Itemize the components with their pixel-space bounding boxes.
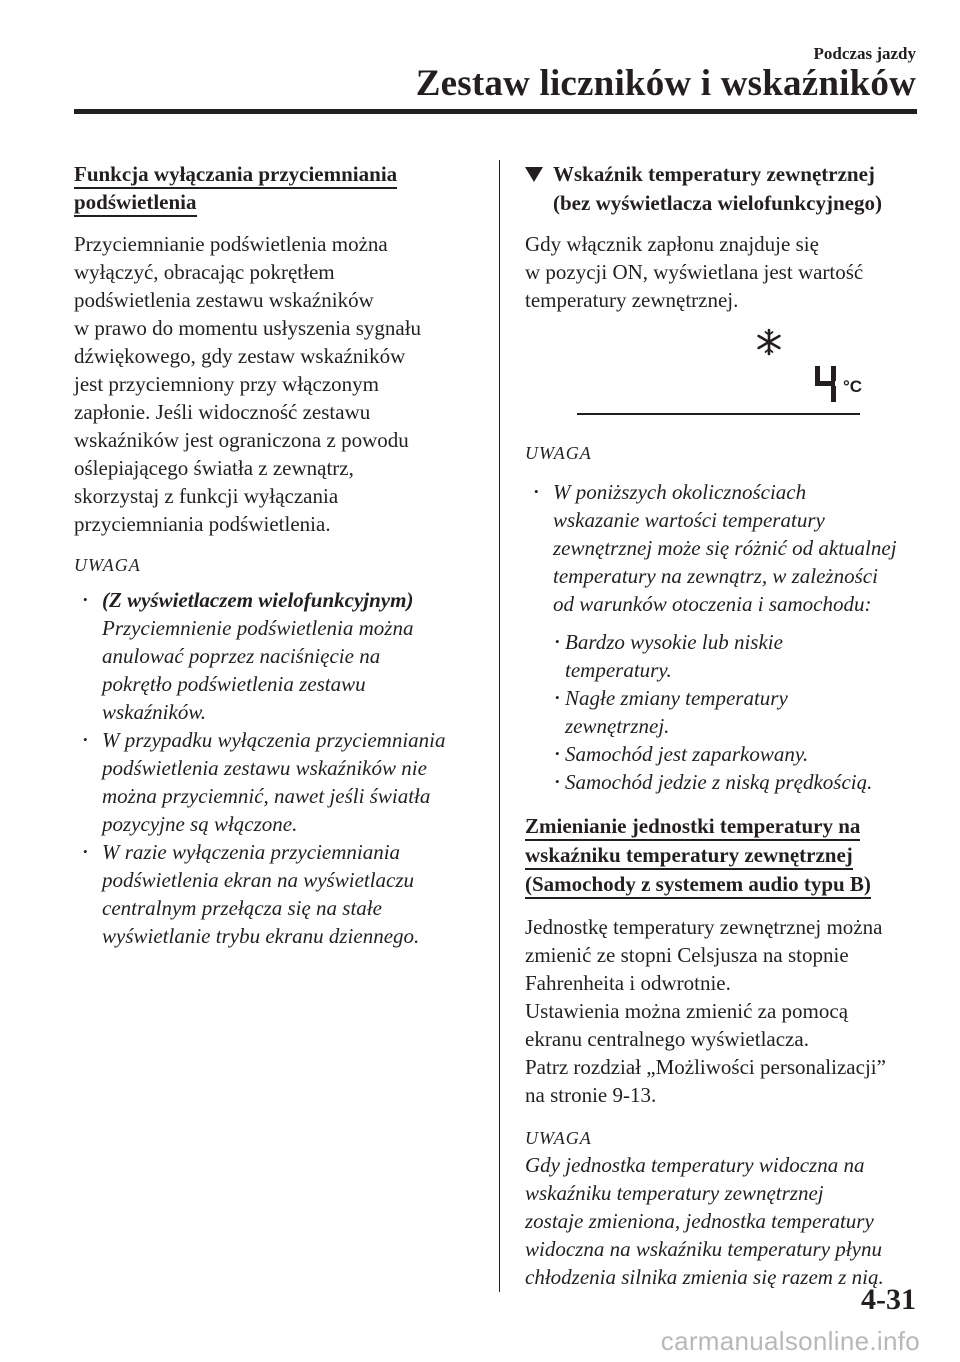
text-line: widoczna na wskaźniku temperatury płynu	[525, 1237, 882, 1261]
outside-temp-paragraph	[525, 230, 920, 314]
header-rule	[74, 109, 917, 114]
text-line: zewnętrznej może się różnić od aktualnej	[553, 536, 897, 560]
text-line: Gdy włącznik zapłonu znajduje się	[525, 232, 819, 256]
text-line: jest przyciemniony przy włączonym	[74, 372, 379, 396]
text-line: podświetlenia zestawu wskaźników nie	[102, 756, 427, 780]
text-line: przyciemniania podświetlenia.	[74, 512, 331, 536]
text-line: można przyciemnić, nawet jeśli światła	[102, 784, 431, 808]
text-line: Samochód jest zaparkowany.	[565, 742, 809, 766]
text-line: w prawo do momentu usłyszenia sygnału	[74, 316, 422, 340]
text-line: podświetlenia ekran na wyświetlaczu	[102, 868, 415, 892]
text-line: W razie wyłączenia przyciemniania	[102, 840, 401, 864]
display-rule	[577, 413, 860, 415]
heading-line: podświetlenia	[74, 190, 197, 217]
text-line: Samochód jedzie z niską prędkością.	[565, 770, 873, 794]
text-line: zapłonie. Jeśli widoczność zestawu	[74, 400, 371, 424]
list-item	[74, 838, 474, 950]
text-line: centralnym przełącza się na stałe	[102, 896, 382, 920]
text-line: zostaje zmieniona, jednostka temperatury	[525, 1209, 874, 1233]
sub-list	[525, 628, 920, 796]
sub-list-item	[525, 768, 920, 796]
sub-list-item	[525, 628, 920, 684]
list-item	[74, 586, 474, 726]
text-line: W przypadku wyłączenia przyciemniania	[102, 728, 446, 752]
text-line: pokrętło podświetlenia zestawu	[102, 672, 366, 696]
text-line: temperatury na zewnątrz, w zależności	[553, 564, 878, 588]
bullet-bold-line: (Z wyświetlaczem wielofunkcyjnym)	[102, 588, 414, 612]
note-title: UWAGA	[525, 1128, 592, 1148]
sub-list-item	[525, 740, 920, 768]
note-list	[74, 586, 474, 950]
note-title: UWAGA	[525, 443, 592, 463]
text-line: Patrz rozdział „Możliwości personalizacji”	[525, 1055, 886, 1079]
triangle-marker-icon	[525, 167, 543, 182]
text-line: Ustawienia można zmienić za pomocą	[525, 999, 849, 1023]
text-line: na stronie 9-13.	[525, 1083, 657, 1107]
dimmer-paragraph	[74, 230, 474, 538]
page-number: 4-31	[861, 1283, 916, 1316]
note-title: UWAGA	[74, 555, 141, 575]
heading-line: Wskaźnik temperatury zewnętrznej	[553, 162, 875, 186]
watermark: carmanualsonline.info	[660, 1326, 920, 1356]
text-line: pozycyjne są włączone.	[102, 812, 298, 836]
text-line: podświetlenia zestawu wskaźników	[74, 288, 374, 312]
text-line: chłodzenia silnika zmienia się razem z nią.	[525, 1265, 884, 1289]
text-line: Jednostkę temperatury zewnętrznej można	[525, 915, 883, 939]
list-item	[74, 726, 474, 838]
heading-line: (Samochody z systemem audio typu B)	[525, 872, 871, 899]
text-line: zewnętrznej.	[565, 714, 670, 738]
text-line: zmienić ze stopni Celsjusza na stopnie	[525, 943, 849, 967]
dimmer-heading	[74, 160, 474, 216]
digit-four-icon	[813, 364, 839, 404]
heading-line: Funkcja wyłączania przyciemniania	[74, 162, 397, 189]
heading-line: (bez wyświetlacza wielofunkcyjnego)	[553, 191, 882, 215]
snowflake-icon	[755, 328, 783, 356]
text-line: W poniższych okolicznościach	[553, 480, 807, 504]
right-column	[525, 160, 920, 1291]
text-line: dźwiękowego, gdy zestaw wskaźników	[74, 344, 406, 368]
text-line: Gdy jednostka temperatury widoczna na	[525, 1153, 865, 1177]
text-line: temperatury zewnętrznej.	[525, 288, 739, 312]
text-line: oślepiającego światła z zewnątrz,	[74, 456, 354, 480]
text-line: Fahrenheita i odwrotnie.	[525, 971, 731, 995]
text-line: skorzystaj z funkcji wyłączania	[74, 484, 339, 508]
list-item	[525, 478, 920, 618]
section-label: Podczas jazdy	[813, 44, 916, 63]
note-list	[525, 478, 920, 618]
text-line: Bardzo wysokie lub niskie	[565, 630, 783, 654]
heading-line: wskaźniku temperatury zewnętrznej	[525, 843, 853, 870]
text-line: Przyciemnienie podświetlenia można	[102, 616, 414, 640]
celsius-unit: °C	[843, 377, 863, 396]
temperature-display-illustration	[525, 314, 920, 424]
heading-line: Zmienianie jednostki temperatury na	[525, 814, 860, 841]
text-line: wskazanie wartości temperatury	[553, 508, 825, 532]
left-column	[74, 160, 474, 950]
text-line: wyłączyć, obracając pokrętłem	[74, 260, 335, 284]
text-line: w pozycji ON, wyświetlana jest wartość	[525, 260, 864, 284]
page-title: Zestaw liczników i wskaźników	[415, 63, 916, 104]
text-line: od warunków otoczenia i samochodu:	[553, 592, 872, 616]
text-line: wskaźników.	[102, 700, 207, 724]
sub-list-item	[525, 684, 920, 740]
unit-change-heading	[525, 812, 920, 899]
text-line: Nagłe zmiany temperatury	[565, 686, 788, 710]
outside-temp-heading	[525, 160, 920, 218]
text-line: wyświetlanie trybu ekranu dziennego.	[102, 924, 420, 948]
text-line: ekranu centralnego wyświetlacza.	[525, 1027, 809, 1051]
text-line: wskaźników jest ograniczona z powodu	[74, 428, 409, 452]
text-line: wskaźniku temperatury zewnętrznej	[525, 1181, 824, 1205]
unit-change-paragraph	[525, 913, 920, 1109]
note-paragraph	[525, 1151, 920, 1291]
column-divider	[499, 160, 500, 1292]
text-line: temperatury.	[565, 658, 672, 682]
text-line: Przyciemnianie podświetlenia można	[74, 232, 388, 256]
text-line: anulować poprzez naciśnięcie na	[102, 644, 381, 668]
